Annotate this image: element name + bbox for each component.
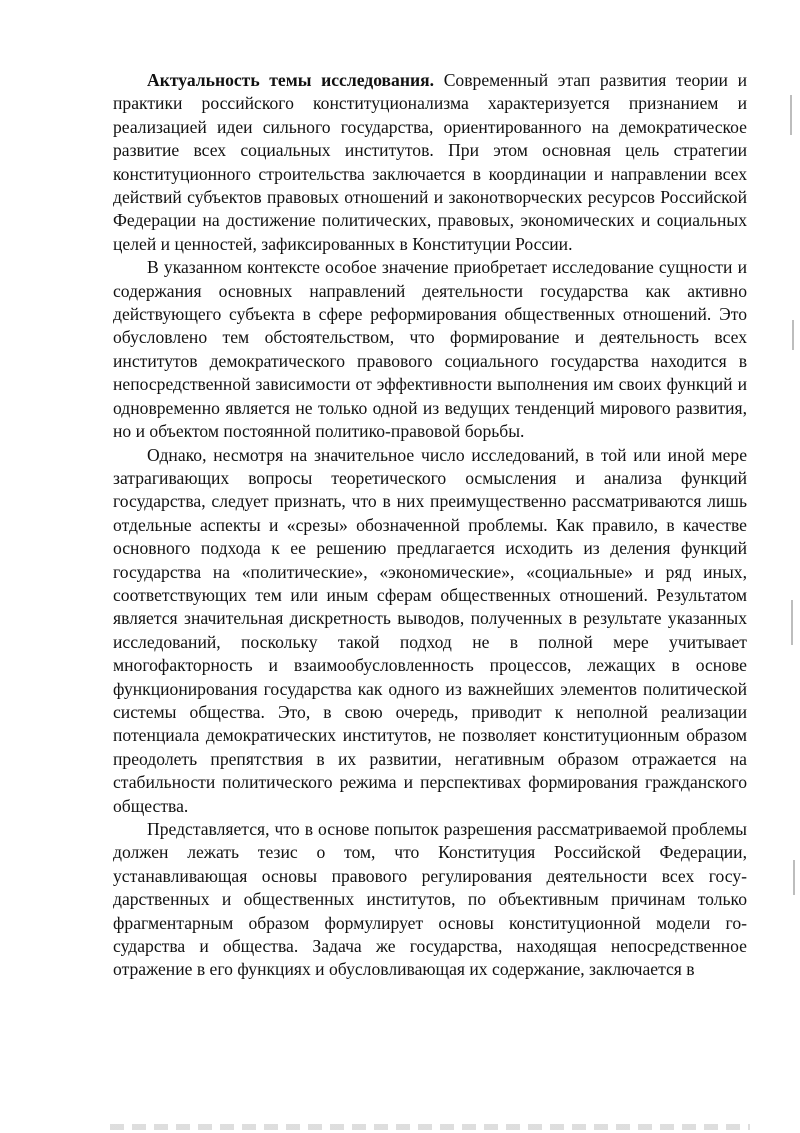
scan-bottom-strip <box>110 1124 750 1130</box>
body-text <box>113 69 747 982</box>
scan-edge-mark <box>792 320 794 350</box>
paragraph-text: Однако, несмотря на значительное число исследований, в той или иной мере затрагивающих вопросы теоретического осмысления и анализа функций государства, следует признать, что в них преимущественно рассматриваются лишь отдельные аспекты и «срезы» обозначенной проблемы. Как правило, в качестве основного подхода к ее решению предлагается исходить из деления функций государства на «политические», «экономические», «социальные» и ряд иных, соответствующих тем или иным сферам общественных отношений. Результатом является значительная дискретность выводов, полученных в результате указанных исследований, поскольку такой подход не в полной мере учитывает многофакторность и взаимообусловленность процессов, лежащих в основе функционирования государства как одного из важнейших элементов политической системы общества. Это, в свою очередь, приводит к неполной реализации потенциала демократических институтов, не позволяет конституционным образом преодолеть препятствия в их развитии, негативным образом отражается на стабильности политического режима и перспективах формирования гражданского общества. <box>113 444 747 816</box>
paragraph-text: В указанном контексте особое значение приобретает исследование сущности и содержания основных направлений деятельности государства как активно действующего субъекта в сфере реформирования общественных отношений. Это обусловлено тем обстоятельством, что формирование и деятельность всех институтов демократического правового социального государства находится в непосредственной зависимости от эффективности выполнения им своих функций и одновременно является не только одной из ведущих тенденций мирового развития, но и объектом постоянной политико-правовой борьбы. <box>113 257 747 442</box>
paragraph-relevance <box>113 69 747 256</box>
paragraph-thesis <box>113 818 747 982</box>
scan-edge-mark <box>790 95 792 135</box>
scan-edge-mark <box>793 860 795 895</box>
paragraph-text: Представляется, что в основе попыток разрешения рассматриваемой проблемы должен лежать тезис о том, что Конституция Российской Федерации, устанавливающая основы правового регулирования деятельности всех государственных и общественных институтов, по объективным причинам только фрагментарным образом формулирует основы конституционной модели государства и общества. Задача же государства, находящая непосредственное отражение в его функциях и обусловливающая их содержание, заключается в <box>113 819 747 980</box>
paragraph-text: Современный этап развития теории и практики российского конституционализма характеризуется признанием и реализацией идеи сильного государства, ориентированного на демократическое развитие всех социальных институтов. При этом основная цель стратегии конституционного строительства заключается в координации и направлении всех действий субъектов правовых отношений и законотворческих ресурсов Российской Федерации на достижение политических, правовых, экономических и социальных целей и ценностей, зафиксированных в Конституции России. <box>113 70 747 254</box>
paragraph-context <box>113 256 747 443</box>
scan-edge-mark <box>791 600 793 645</box>
section-heading: Актуальность темы исследования. <box>147 70 435 90</box>
paragraph-research-gap <box>113 444 747 819</box>
